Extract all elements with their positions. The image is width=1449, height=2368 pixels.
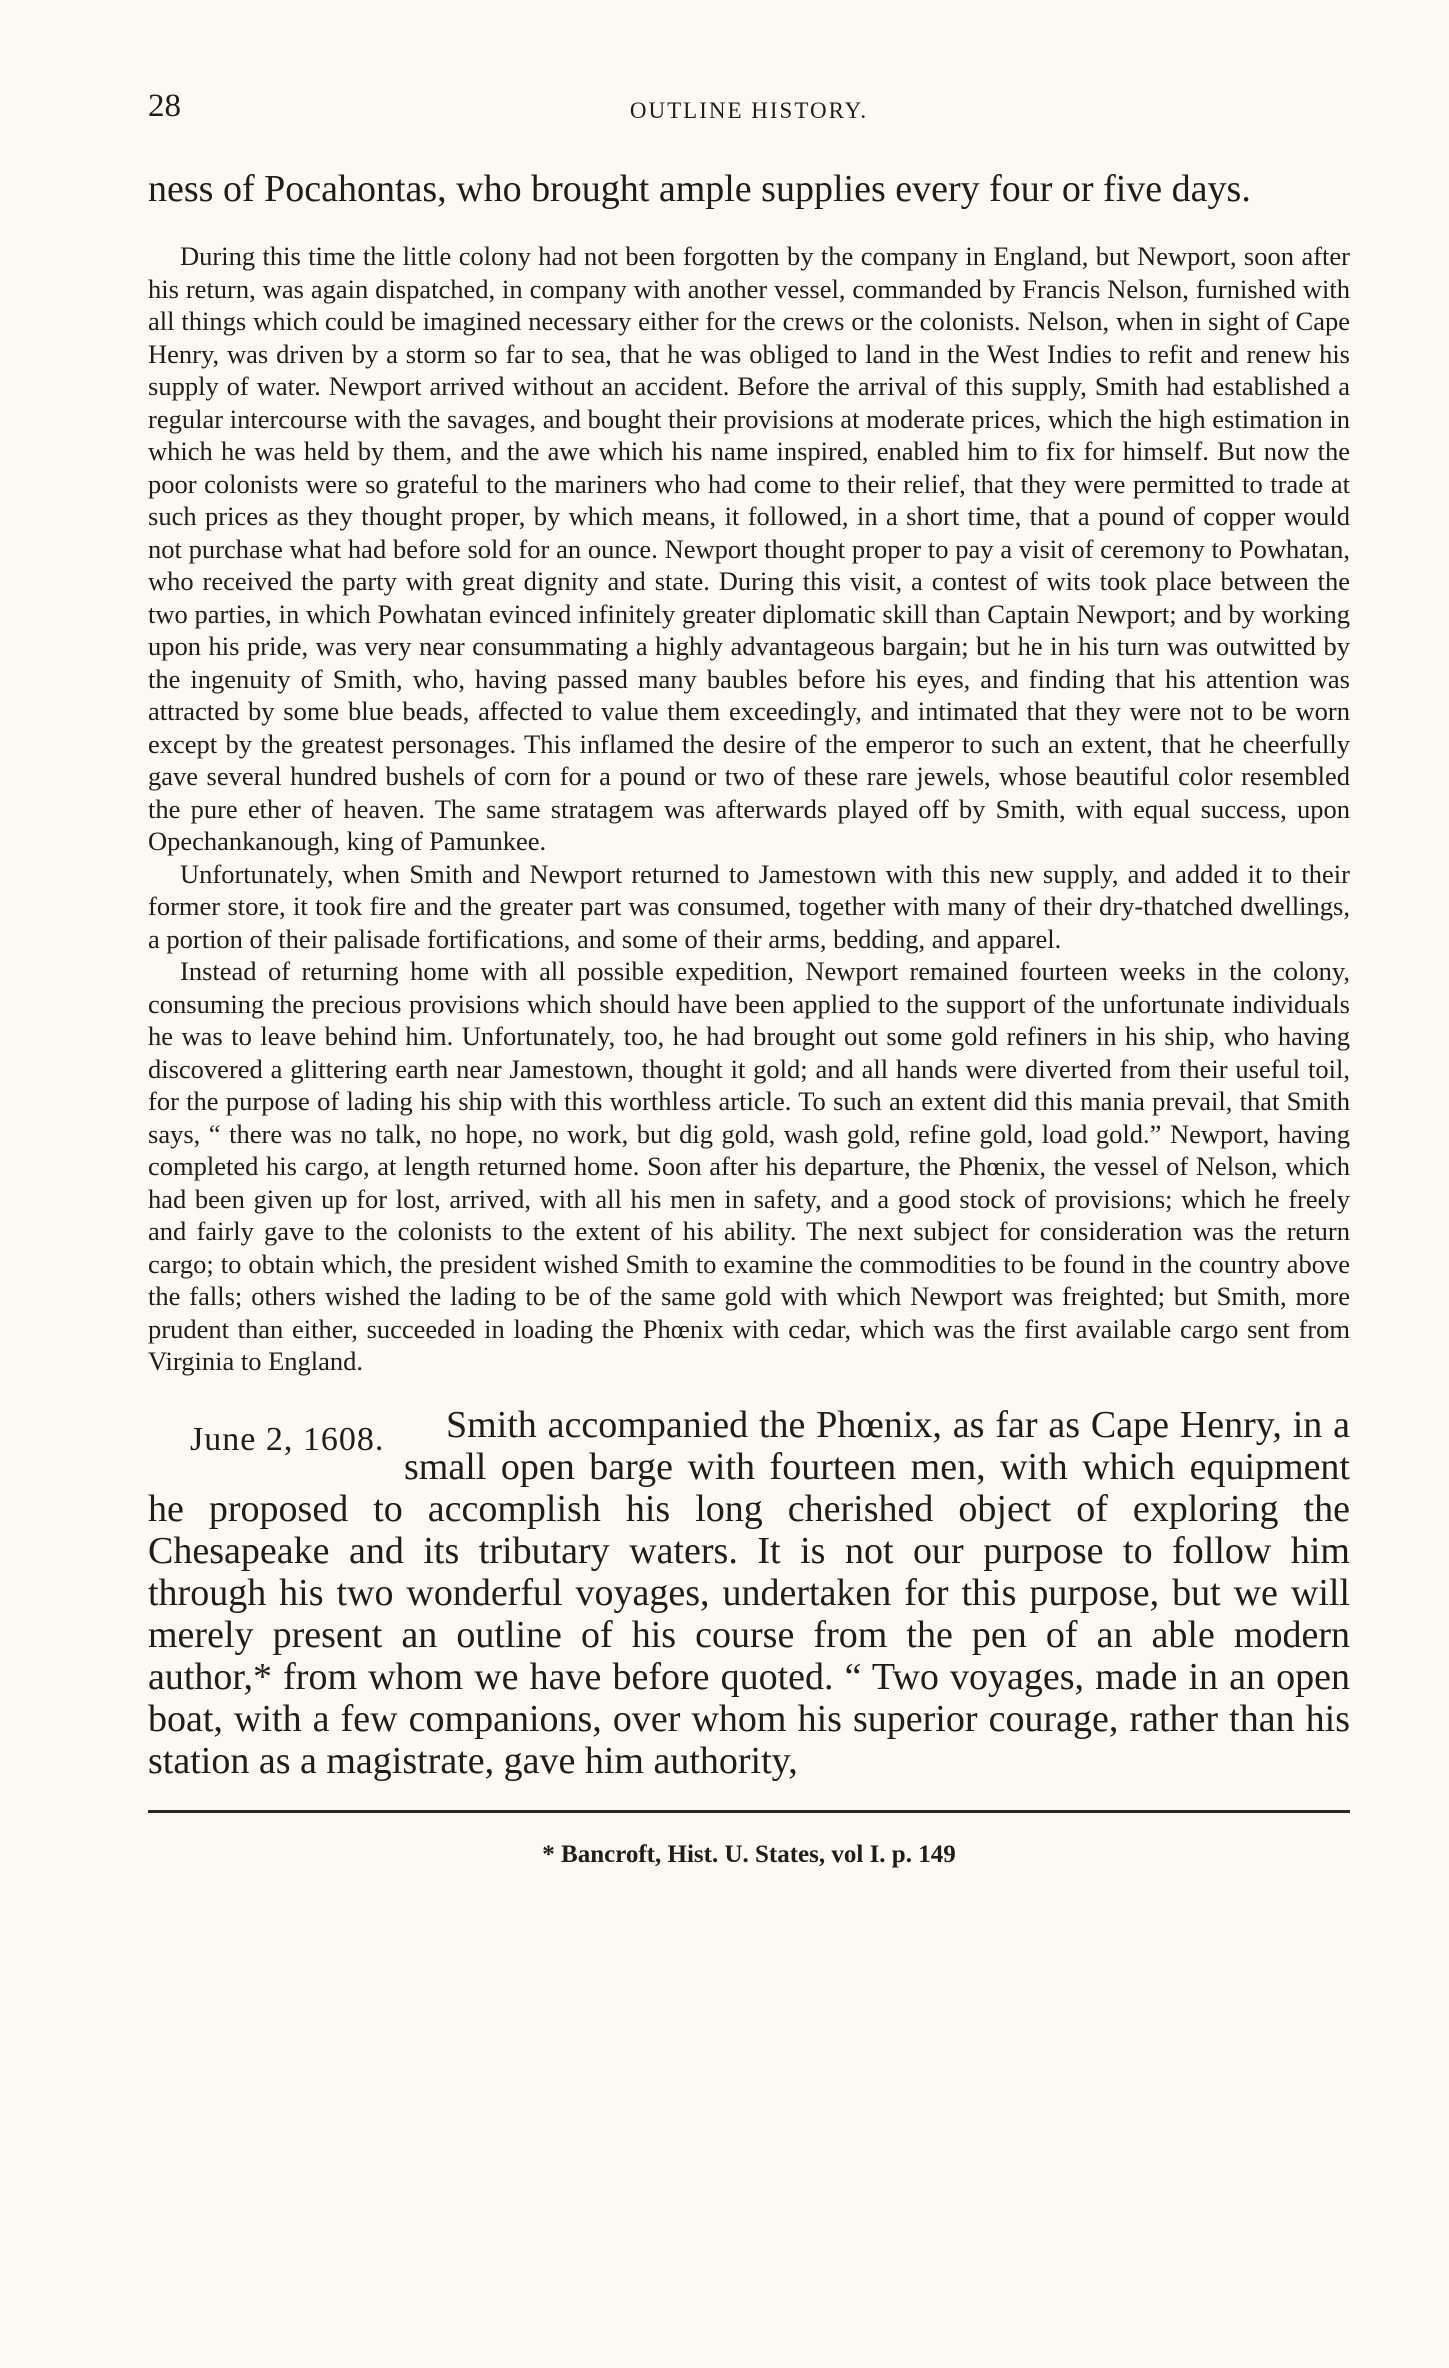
footnote-rule bbox=[148, 1810, 1350, 1813]
paragraph-continuation: ness of Pocahontas, who brought ample supplies every four or five days. bbox=[148, 168, 1251, 210]
footnote: * Bancroft, Hist. U. States, vol I. p. 149 bbox=[542, 1840, 956, 1868]
margin-date-note: June 2, 1608. bbox=[190, 1420, 385, 1458]
running-head: OUTLINE HISTORY. bbox=[629, 98, 869, 123]
paragraph-fire: Unfortunately, when Smith and Newport returned to Jamestown with this new supply, and added it to their former store, it took fire and the greater part was consumed, together with many of their dry-thatched dwellings, a portion of their palisade fortifications, and some of their arms, bedding, and apparel. bbox=[148, 858, 1350, 954]
paragraph-gold-mania: Instead of returning home with all possible expedition, Newport remained fourteen weeks in the colony, consuming the precious provisions which should have been applied to the support of the unfortunate individuals he was to leave behind him. Unfortunately, too, he had brought out some gold refiners in his ship, who having discovered a glittering earth near Jamestown, thought it gold; and all hands were diverted from their useful toil, for the purpose of lading his ship with this worthless article. To such an extent did this mania prevail, that Smith says, “ there was no talk, no hope, no work, but dig gold, wash gold, refine gold, load gold.” Newport, having completed his cargo, at length returned home. Soon after his departure, the Phœnix, the vessel of Nelson, which had been given up for lost, arrived, with all his men in safety, and a good stock of provisions; which he freely and fairly gave to the colonists to the extent of his ability. The next subject for consideration was the return cargo; to obtain which, the president wished Smith to examine the commodities to be found in the country above the falls; others wished the lading to be of the same gold with which Newport was freighted; but Smith, more prudent than either, succeeded in loading the Phœnix with cedar, which was the first available cargo sent from Virginia to England. bbox=[148, 956, 1350, 1376]
paragraph-colony-supply: During this time the little colony had not been forgotten by the company in England, but Newport, soon after his return, was again dispatched, in company with another vessel, commanded by Francis Nelson, furnished with all things which could be imagined necessary either for the crews or the colonists. Nelson, when in sight of Cape Henry, was driven by a storm so far to sea, that he was obliged to land in the West Indies to refit and renew his supply of water. Newport arrived without an accident. Before the arrival of this supply, Smith had established a regular intercourse with the savages, and bought their provisions at moderate prices, which the high estimation in which he was held by them, and the awe which his name inspired, enabled him to fix for himself. But now the poor colonists were so grateful to the mariners who had come to their relief, that they were permitted to trade at such prices as they thought proper, by which means, it followed, in a short time, that a pound of copper would not purchase what had before sold for an ounce. Newport thought proper to pay a visit of ceremony to Powhatan, who received the party with great dignity and state. During this visit, a contest of wits took place between the two parties, in which Powhatan evinced infinitely greater diplomatic skill than Captain Newport; and by working upon his pride, was very near consummating a highly advantageous bargain; but he in his turn was outwitted by the ingenuity of Smith, who, having passed many baubles before his eyes, and finding that his attention was attracted by some blue beads, affected to value them exceedingly, and intimated that they were not to be worn except by the greatest personages. This inflamed the desire of the emperor to such an extent, that he cheerfully gave several hundred bushels of corn for a pound or two of these rare jewels, whose beautiful color resembled the pure ether of heaven. The same stratagem was afterwards played off by Smith, with equal success, upon Opechankanough, king of Pamunkee. bbox=[148, 241, 1350, 856]
book-page bbox=[148, 88, 1350, 1869]
paragraph-voyages bbox=[148, 1404, 1350, 1782]
page-number: 28 bbox=[148, 88, 181, 124]
paragraph-voyages-block bbox=[148, 1404, 1350, 1782]
paragraph-voyages-text: Smith accompanied the Phœnix, as far as Cape Henry, in a small open barge with fourteen men, with which equipment he proposed to accomplish his long cherished object of exploring the Chesapeake and its tributary waters. It is not our purpose to follow him through his two wonderful voyages, undertaken for this purpose, but we will merely present an outline of his course from the pen of an able modern author,* from whom we have before quoted. “ Two voyages, made in an open boat, with a few companions, over whom his superior courage, rather than his station as a magistrate, gave him authority, bbox=[148, 1403, 1350, 1782]
page-header bbox=[148, 88, 1350, 144]
